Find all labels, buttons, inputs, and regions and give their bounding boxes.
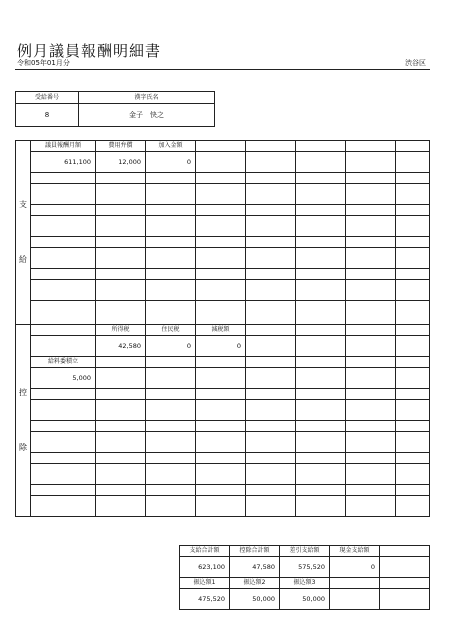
payment-section-label — [16, 141, 31, 325]
recipient-number-header: 受給番号 — [16, 92, 79, 104]
deduction-value-cell: 0 — [146, 336, 196, 357]
deduction-value-cell: 0 — [196, 336, 246, 357]
payment-value-cell: 12,000 — [96, 152, 146, 173]
summary-value-cell: 47,580 — [230, 557, 280, 578]
transfer-header-cell: 振込額3 — [280, 578, 330, 589]
summary-value-cell: 575,520 — [280, 557, 330, 578]
deduction-section-label — [16, 325, 31, 517]
payment-section-char: 給 — [19, 255, 27, 264]
summary-value-cell: 0 — [330, 557, 380, 578]
main-grid — [15, 140, 430, 517]
transfer-header-cell: 振込額1 — [180, 578, 230, 589]
deduction-section-char: 控 — [19, 387, 27, 397]
deduction-header-cell: 所得税 — [96, 325, 146, 336]
header-rule — [15, 69, 430, 70]
recipient-name-header: 漢字氏名 — [79, 92, 215, 104]
transfer-header-cell: 振込額2 — [230, 578, 280, 589]
payment-header-cell: 加入金額 — [146, 141, 196, 152]
payment-header-cell: 議員報酬月額 — [31, 141, 96, 152]
summary-header-cell: 現金支給額 — [330, 546, 380, 557]
transfer-value-cell: 50,000 — [280, 589, 330, 610]
summary-header-cell: 差引支給額 — [280, 546, 330, 557]
payment-section-char: 支 — [19, 199, 27, 209]
deduction-value-cell: 42,580 — [96, 336, 146, 357]
recipient-table — [15, 91, 215, 127]
payment-value-cell: 0 — [146, 152, 196, 173]
period-label: 令和05年01月分 — [17, 59, 70, 67]
summary-header-cell: 控除合計額 — [230, 546, 280, 557]
payment-value-cell: 611,100 — [31, 152, 96, 173]
recipient-name: 金子 快之 — [79, 104, 215, 127]
page-title: 例月議員報酬明細書 — [17, 42, 162, 60]
deduction-extra-value: 5,000 — [31, 368, 96, 389]
summary-header-cell: 支給合計額 — [180, 546, 230, 557]
payment-header-cell: 費用弁償 — [96, 141, 146, 152]
recipient-number: 8 — [16, 104, 79, 127]
summary-table — [179, 545, 430, 610]
deduction-header-cell: 減税額 — [196, 325, 246, 336]
ward-label: 渋谷区 — [405, 59, 426, 67]
transfer-value-cell: 50,000 — [230, 589, 280, 610]
deduction-header-cell: 住民税 — [146, 325, 196, 336]
transfer-value-cell: 475,520 — [180, 589, 230, 610]
deduction-section-char: 除 — [19, 443, 27, 452]
deduction-extra-header: 給料委積立 — [31, 357, 96, 368]
summary-value-cell: 623,100 — [180, 557, 230, 578]
